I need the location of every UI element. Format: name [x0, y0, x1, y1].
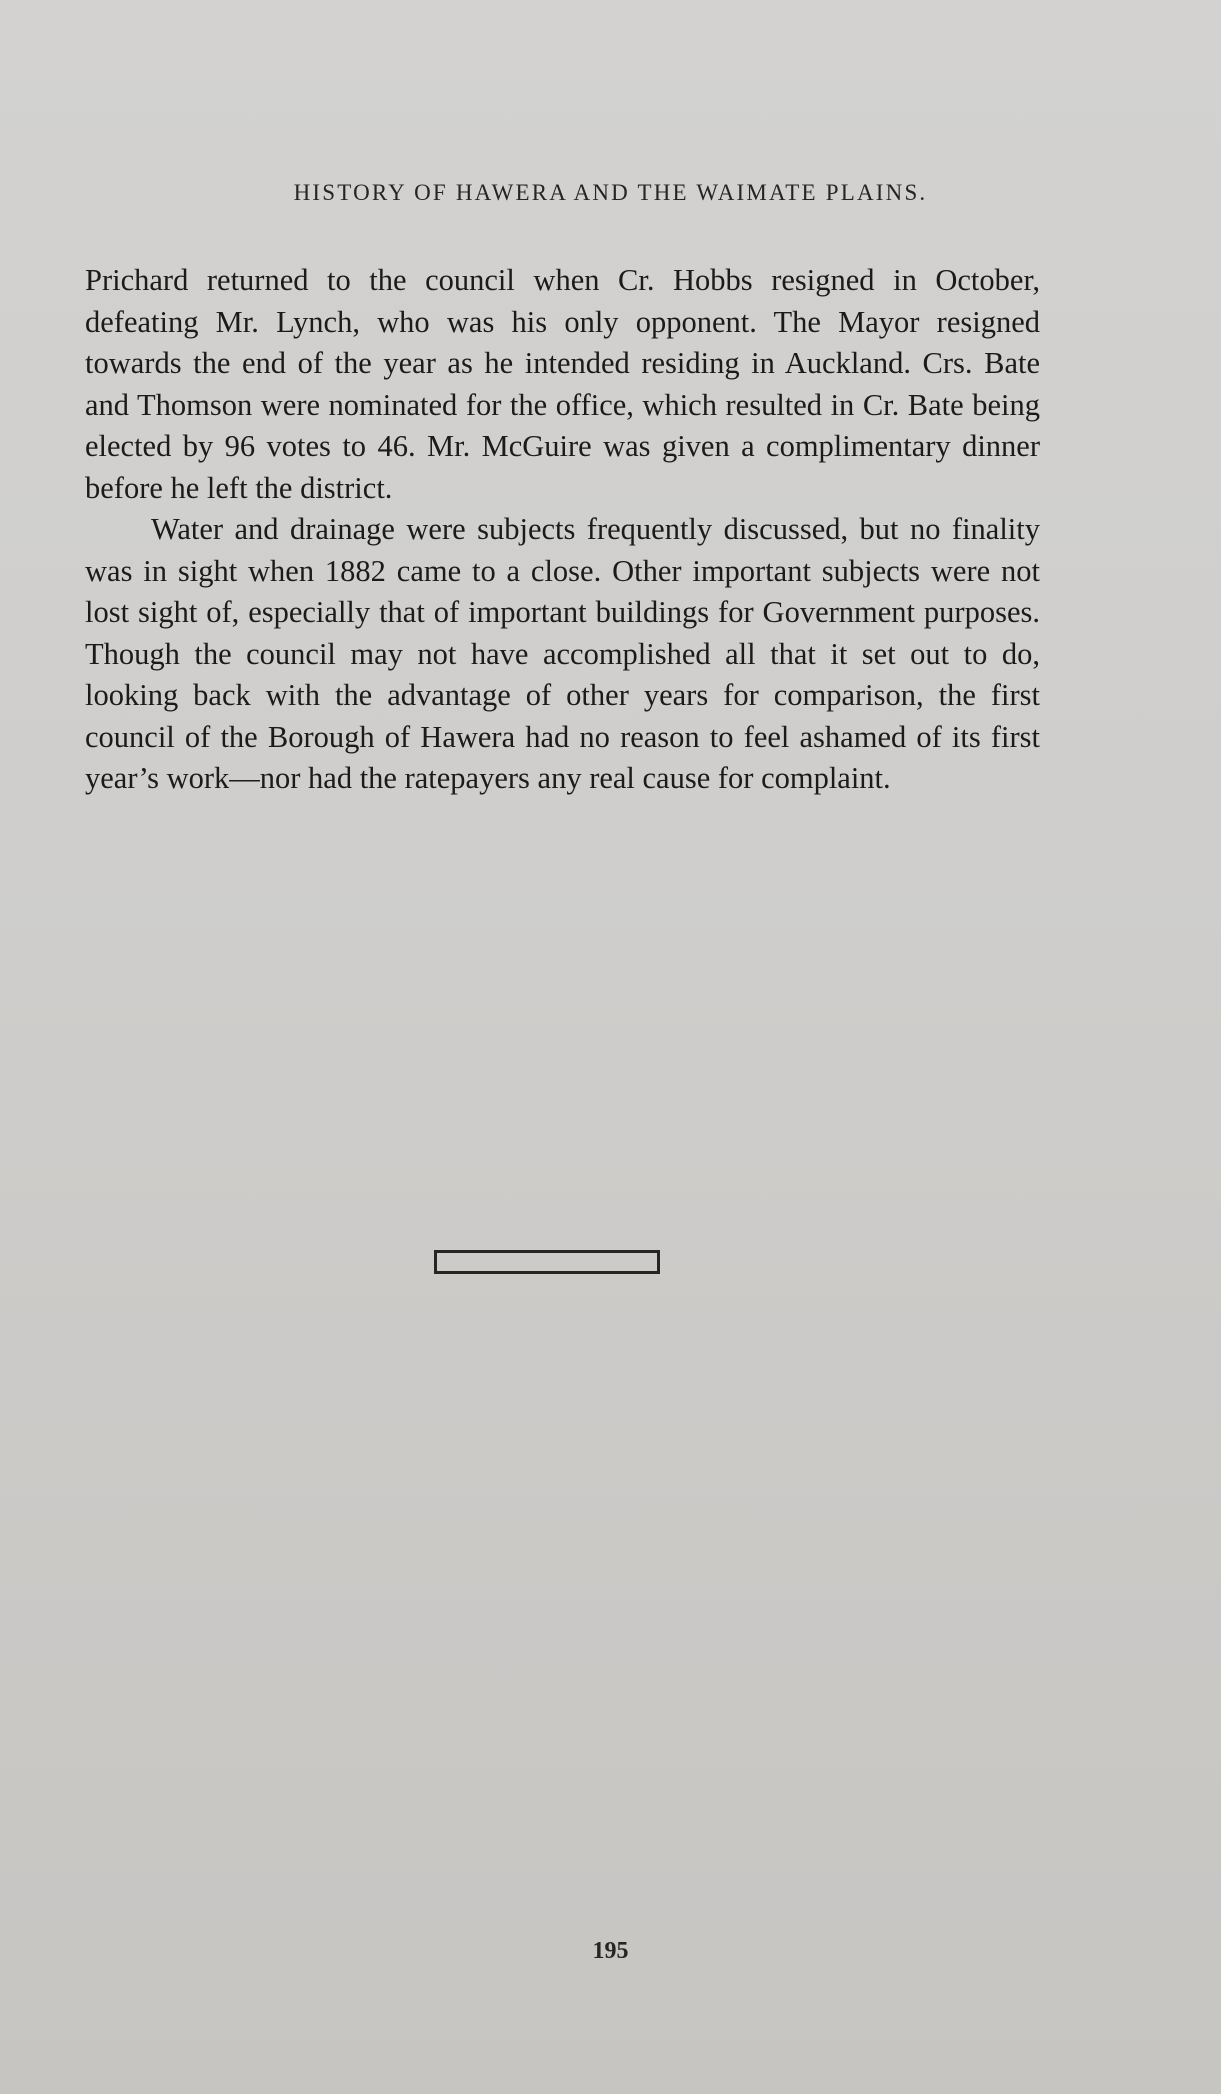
running-header: HISTORY OF HAWERA AND THE WAIMATE PLAINS.: [293, 180, 928, 205]
body-text: [85, 260, 1040, 800]
section-end-rule: [434, 1250, 660, 1274]
page-number: 195: [592, 1938, 629, 1964]
paragraph: Water and drainage were subjects frequently discussed, but no finality was in sight when 1882 came to a close. Other important subjects were not lost sight of, especially that of important buildings for Government purposes. Though the council may not have accomplished all that it set out to do, looking back with the advantage of other years for comparison, the first council of the Borough of Hawera had no reason to feel ashamed of its first year’s work—nor had the ratepayers any real cause for complaint.: [85, 512, 1040, 795]
paragraph: Prichard returned to the council when Cr. Hobbs resigned in October, defeating Mr. Lynch, who was his only opponent. The Mayor resigned towards the end of the year as he intended residing in Auckland. Crs. Bate and Thomson were nominated for the office, which resulted in Cr. Bate being elected by 96 votes to 46. Mr. McGuire was given a complimentary dinner before he left the district.: [85, 263, 1040, 505]
